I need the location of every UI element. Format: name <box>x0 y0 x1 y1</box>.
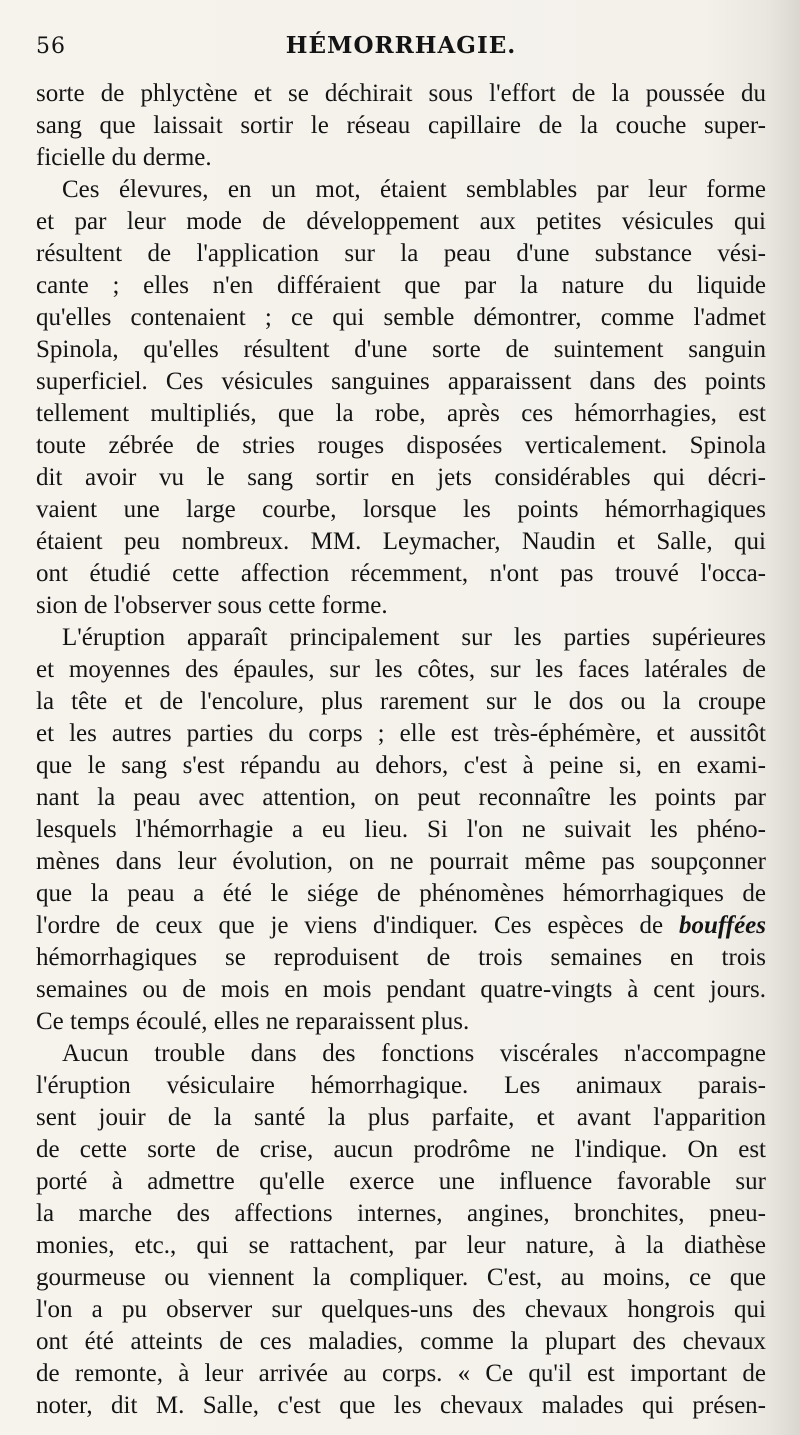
text-line: Ces élevures, en un mot, étaient semblables par leur forme <box>62 176 766 203</box>
text-line: nant la peau avec attention, on peut reconnaître les points par <box>36 784 766 811</box>
text-line: de remonte, à leur arrivée au corps. « Ce qu'il est important de <box>36 1360 766 1387</box>
text-line: qu'elles contenaient ; ce qui semble démontrer, comme l'admet <box>36 304 766 331</box>
text-line: que la peau a été le siége de phénomènes hémorrhagiques de <box>36 880 766 907</box>
text-line: Aucun trouble dans des fonctions viscérales n'accompagne <box>62 1040 766 1067</box>
page-number: 56 <box>36 34 66 59</box>
text-line: ont étudié cette affection récemment, n'ont pas trouvé l'occa- <box>36 560 766 587</box>
text-line: mènes dans leur évolution, on ne pourrait même pas soupçonner <box>36 848 766 875</box>
text-line: gourmeuse ou viennent la compliquer. C'est, au moins, ce que <box>36 1264 766 1291</box>
text-line: et moyennes des épaules, sur les côtes, sur les faces latérales de <box>36 656 766 683</box>
text-line: que le sang s'est répandu au dehors, c'est à peine si, en exami- <box>36 752 766 779</box>
text-line: l'éruption vésiculaire hémorrhagique. Les animaux parais- <box>36 1072 766 1099</box>
text-line: de cette sorte de crise, aucun prodrôme ne l'indique. On est <box>36 1136 766 1163</box>
text-line: L'éruption apparaît principalement sur les parties supérieures <box>62 624 766 651</box>
text-line: toute zébrée de stries rouges disposées verticalement. Spinola <box>36 432 766 459</box>
text-line: monies, etc., qui se rattachent, par leur nature, à la diathèse <box>36 1232 766 1259</box>
body-text <box>36 78 766 1422</box>
text-line: lesquels l'hémorrhagie a eu lieu. Si l'on ne suivait les phéno- <box>36 816 766 843</box>
paragraph-2 <box>36 174 766 622</box>
paragraph-4 <box>36 1038 766 1422</box>
text-line: hémorrhagiques se reproduisent de trois semaines en trois <box>36 944 766 971</box>
text-line: l'on a pu observer sur quelques-uns des chevaux hongrois qui <box>36 1296 766 1323</box>
text-line: sion de l'observer sous cette forme. <box>36 592 388 619</box>
text-line: la marche des affections internes, angines, bronchites, pneu- <box>36 1200 766 1227</box>
italic-word: bouffées <box>678 912 766 939</box>
paragraph-3 <box>36 622 766 1038</box>
text-line: vaient une large courbe, lorsque les points hémorrhagiques <box>36 496 766 523</box>
running-title: HÉMORRHAGIE. <box>285 32 517 59</box>
text-line: sorte de phlyctène et se déchirait sous l'effort de la poussée du <box>36 80 766 107</box>
text-fragment: l'ordre de ceux que je viens d'indiquer. Ces espèces de <box>36 912 679 939</box>
text-line: la tête et de l'encolure, plus rarement sur le dos ou la croupe <box>36 688 766 715</box>
text-line: ficielle du derme. <box>36 144 212 171</box>
text-line: Ce temps écoulé, elles ne reparaissent plus. <box>36 1008 470 1035</box>
text-line: noter, dit M. Salle, c'est que les chevaux malades qui présen- <box>36 1392 766 1419</box>
text-line: sent jouir de la santé la plus parfaite, et avant l'apparition <box>36 1104 766 1131</box>
text-line: sang que laissait sortir le réseau capillaire de la couche super- <box>36 112 766 139</box>
text-line: et les autres parties du corps ; elle est très-éphémère, et aussitôt <box>36 720 766 747</box>
text-line: ont été atteints de ces maladies, comme la plupart des chevaux <box>36 1328 766 1355</box>
text-line: dit avoir vu le sang sortir en jets considérables qui décri- <box>36 464 766 491</box>
text-line: tellement multipliés, que la robe, après ces hémorrhagies, est <box>36 400 766 427</box>
text-line: porté à admettre qu'elle exerce une influence favorable sur <box>36 1168 766 1195</box>
text-line: superficiel. Ces vésicules sanguines apparaissent dans des points <box>36 368 766 395</box>
text-line: et par leur mode de développement aux petites vésicules qui <box>36 208 766 235</box>
text-line: Spinola, qu'elles résultent d'une sorte de suintement sanguin <box>36 336 766 363</box>
text-line: étaient peu nombreux. MM. Leymacher, Naudin et Salle, qui <box>36 528 766 555</box>
text-line: résultent de l'application sur la peau d'une substance vési- <box>36 240 766 267</box>
page-header <box>36 30 766 78</box>
text-line-with-italic <box>36 910 766 942</box>
paragraph-1 <box>36 78 766 174</box>
text-line: cante ; elles n'en différaient que par la nature du liquide <box>36 272 766 299</box>
text-line: semaines ou de mois en mois pendant quatre-vingts à cent jours. <box>36 976 766 1003</box>
